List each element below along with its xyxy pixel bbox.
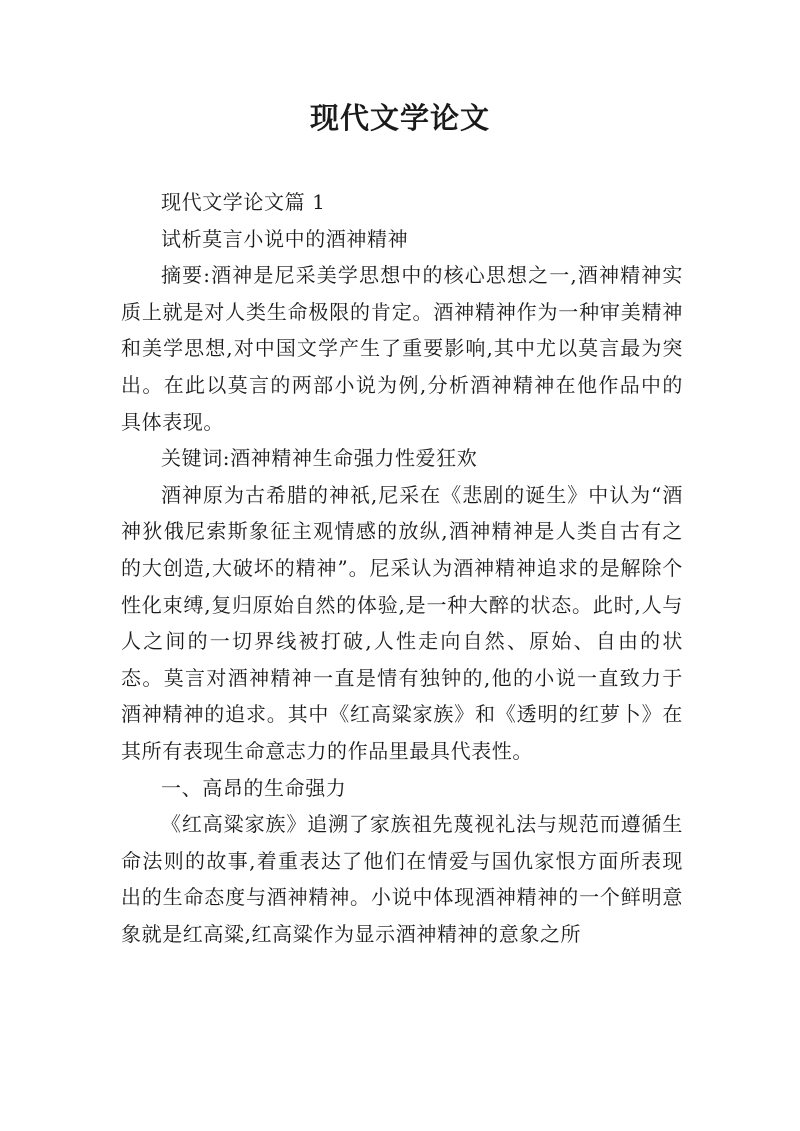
abstract-paragraph: 摘要:酒神是尼采美学思想中的核心思想之一,酒神精神实质上就是对人类生命极限的肯定。酒神精神作为一种审美精神和美学思想,对中国文学产生了重要影响,其中尤以莫言最为突出。在此以莫言的两部小说为例,分析酒神精神在他作品中的具体表现。	[121, 263, 683, 434]
body-paragraph: 《红高粱家族》追溯了家族祖先蔑视礼法与规范而遵循生命法则的故事,着重表达了他们在情爱与国仇家恨方面所表现出的生命态度与酒神精神。小说中体现酒神精神的一个鲜明意象就是红高粱,红高粱作为显示酒神精神的意象之所	[121, 812, 683, 946]
section-heading: 现代文学论文篇 1	[161, 190, 326, 214]
body-paragraph: 酒神原为古希腊的神祇,尼采在《悲剧的诞生》中认为“酒神狄俄尼索斯象征主观情感的放纵,酒神精神是人类自古有之的大创造,大破坏的精神”。尼采认为酒神精神追求的是解除个性化束缚,复归原始自然的体验,是一种大醉的状态。此时,人与人之间的一切界线被打破,人性走向自然、原始、自由的状态。莫言对酒神精神一直是情有独钟的,他的小说一直致力于酒神精神的追求。其中《红高粱家族》和《透明的红萝卜》在其所有表现生命意志力的作品里最具代表性。	[121, 482, 683, 763]
keywords-paragraph: 关键词:酒神精神生命强力性爱狂欢	[161, 446, 478, 471]
document-body	[121, 184, 683, 952]
document-title: 现代文学论文	[309, 101, 490, 135]
subsection-heading: 一、高昂的生命强力	[161, 775, 347, 800]
article-title: 试析莫言小说中的酒神精神	[161, 226, 409, 251]
